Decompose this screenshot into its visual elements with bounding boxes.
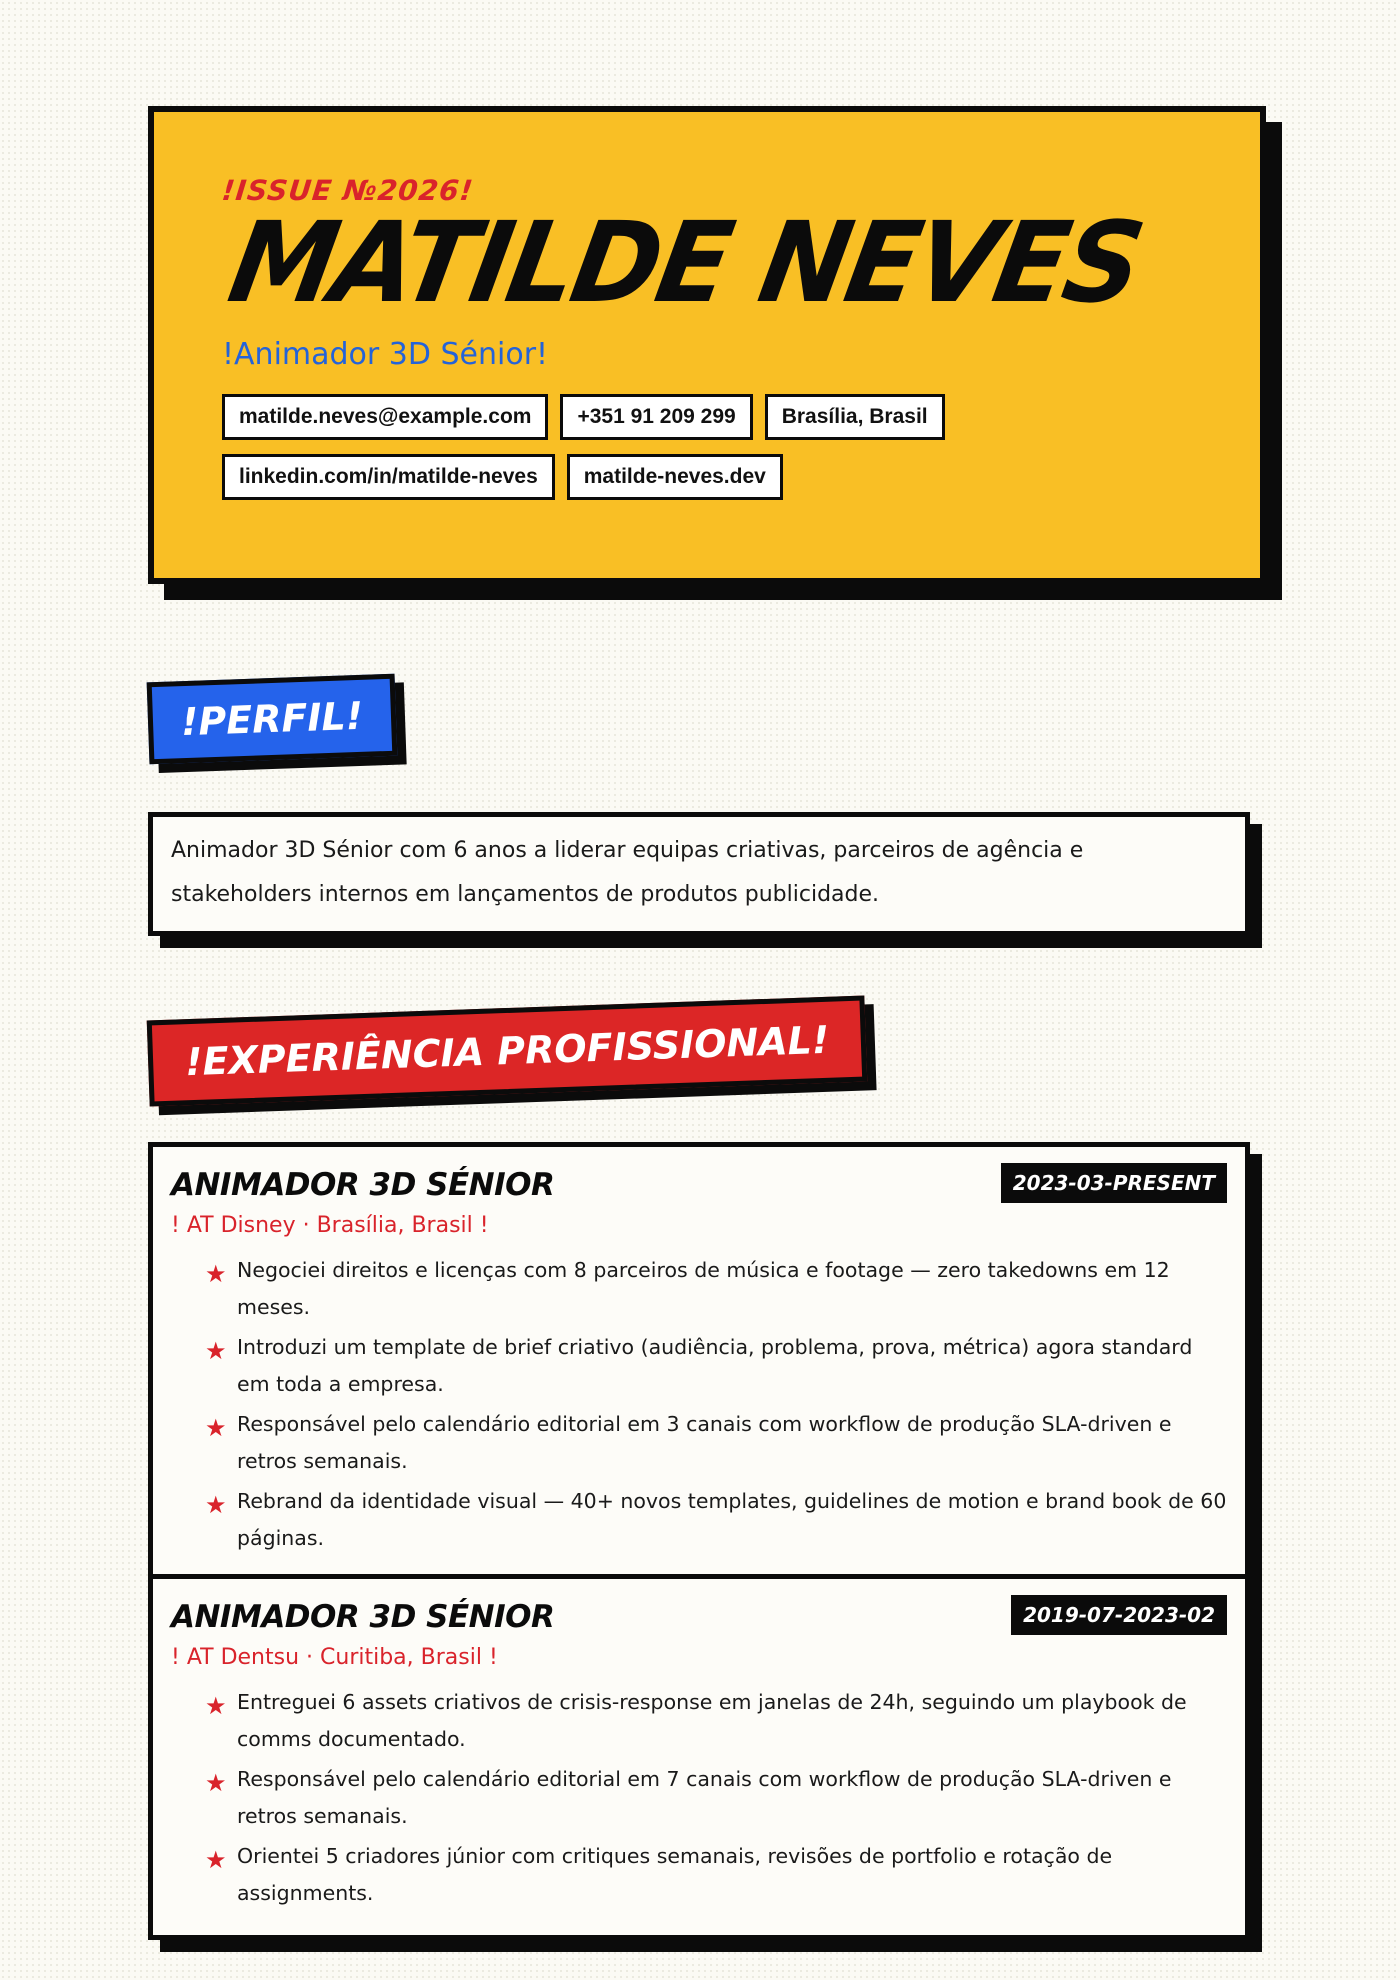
email-chip[interactable]: matilde.neves@example.com (222, 394, 548, 440)
job-company: ! AT Disney · Brasília, Brasil ! (171, 1213, 489, 1238)
star-icon: ★ (205, 1692, 227, 1720)
profile-box (148, 812, 1250, 936)
job-company: ! AT Dentsu · Curitiba, Brasil ! (171, 1645, 498, 1670)
issue-label: !ISSUE №2026! (220, 174, 476, 207)
experience-heading: !EXPERIÊNCIA PROFISSIONAL! (147, 995, 868, 1106)
location-chip: Brasília, Brasil (765, 394, 945, 440)
star-icon: ★ (205, 1414, 227, 1442)
header-panel (148, 106, 1266, 584)
job-bullets (171, 1684, 1227, 1912)
star-icon: ★ (205, 1846, 227, 1874)
list-item: ★ Orientei 5 criadores júnior com critiques semanais, revisões de portfolio e rotação de assignments. (205, 1844, 1113, 1905)
list-item: ★ Responsável pelo calendário editorial em 7 canais com workflow de produção SLA-driven e retros semanais. (205, 1767, 1172, 1828)
list-item: ★ Negociei direitos e licenças com 8 parceiros de música e footage — zero takedowns em 12 meses. (205, 1258, 1170, 1319)
resume-page (148, 106, 1266, 1905)
job-bullets (171, 1252, 1227, 1557)
list-item: ★ Introduzi um template de brief criativo (audiência, problema, prova, métrica) agora standard em toda a empresa. (205, 1335, 1193, 1396)
website-chip[interactable]: matilde-neves.dev (567, 454, 783, 500)
star-icon: ★ (205, 1260, 227, 1288)
job-card (148, 1574, 1250, 1940)
star-icon: ★ (205, 1769, 227, 1797)
star-icon: ★ (205, 1337, 227, 1365)
profile-heading: !PERFIL! (147, 674, 398, 765)
job-date-badge: 2019-07-2023-02 (1011, 1595, 1227, 1635)
role-title: !Animador 3D Sénior! (222, 337, 549, 372)
list-item: ★ Responsável pelo calendário editorial em 3 canais com workflow de produção SLA-driven e retros semanais. (205, 1412, 1172, 1473)
person-name: MATILDE NEVES (220, 198, 1151, 328)
job-title: ANIMADOR 3D SÉNIOR (171, 1167, 555, 1203)
star-icon: ★ (205, 1491, 227, 1519)
job-title: ANIMADOR 3D SÉNIOR (171, 1599, 555, 1635)
job-date-badge: 2023-03-PRESENT (1001, 1163, 1227, 1203)
list-item: ★ Entreguei 6 assets criativos de crisis-response em janelas de 24h, seguindo um playbook de comms documentado. (205, 1690, 1187, 1751)
profile-text: Animador 3D Sénior com 6 anos a liderar equipas criativas, parceiros de agência e stakeholders internos em lançamentos de produtos publicidade. (171, 838, 1084, 907)
list-item: ★ Rebrand da identidade visual — 40+ novos templates, guidelines de motion e brand book de 60 páginas. (205, 1489, 1227, 1550)
phone-chip[interactable]: +351 91 209 299 (560, 394, 752, 440)
linkedin-chip[interactable]: linkedin.com/in/matilde-neves (222, 454, 555, 500)
job-card (148, 1142, 1250, 1585)
contact-list (222, 394, 982, 500)
